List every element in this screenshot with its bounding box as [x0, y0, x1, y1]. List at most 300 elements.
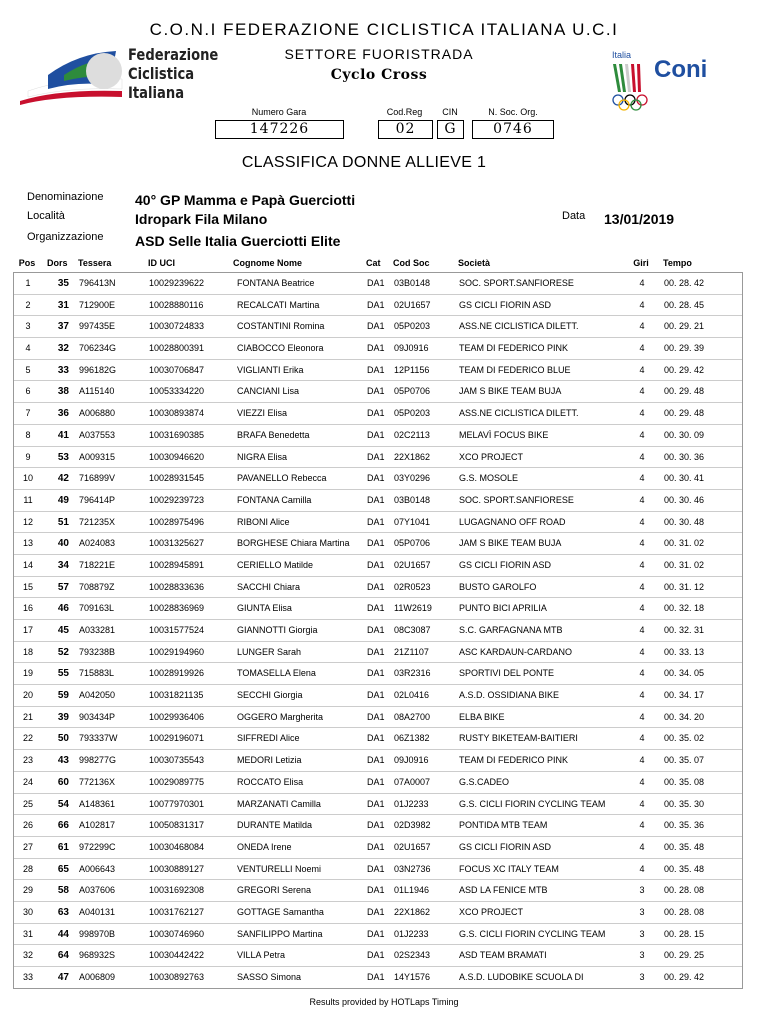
table-row — [14, 620, 742, 642]
cell-pos: 8 — [25, 429, 31, 440]
cell-pos: 22 — [22, 733, 33, 744]
table-row — [14, 273, 742, 295]
cell-cognome-nome: SIFFREDI Alice — [237, 733, 300, 744]
cell-cat: DA1 — [367, 494, 385, 505]
olympic-rings-icon — [612, 94, 648, 112]
cell-giri: 4 — [639, 299, 645, 310]
col-societa: Società — [458, 258, 491, 268]
cell-tessera: A006809 — [79, 972, 116, 982]
cell-dors: 53 — [57, 451, 69, 463]
cell-cognome-nome: VENTURELLI Noemi — [237, 863, 322, 874]
cell-cognome-nome: PAVANELLO Rebecca — [237, 473, 327, 484]
cell-giri: 4 — [639, 451, 645, 462]
cell-pos: 18 — [22, 646, 33, 657]
cell-cognome-nome: FONTANA Camilla — [237, 494, 312, 505]
cin-value: G — [437, 120, 464, 139]
cell-tempo: 00. 34. 05 — [664, 668, 705, 679]
cell-pos: 29 — [22, 885, 33, 896]
cell-cat: DA1 — [367, 516, 385, 527]
cell-cod-soc: 07A0007 — [394, 776, 431, 787]
cell-tempo: 00. 29. 39 — [664, 343, 705, 354]
cod-reg-value: 02 — [378, 120, 433, 139]
cell-cat: DA1 — [367, 950, 385, 961]
cell-tempo: 00. 35. 02 — [664, 733, 705, 744]
cell-cod-soc: 22X1862 — [394, 451, 431, 462]
cell-cat: DA1 — [367, 559, 385, 570]
cell-societa: XCO PROJECT — [459, 906, 524, 917]
cell-cat: DA1 — [367, 473, 385, 484]
cell-tessera: A037606 — [79, 885, 116, 896]
cell-giri: 4 — [639, 798, 645, 809]
cell-cod-soc: 12P1156 — [394, 364, 430, 375]
cell-dors: 57 — [57, 581, 69, 593]
cell-societa: TEAM DI FEDERICO PINK — [459, 755, 569, 766]
cell-cat: DA1 — [367, 776, 385, 787]
cell-cod-soc: 07Y1041 — [394, 516, 431, 527]
cell-cat: DA1 — [367, 625, 385, 635]
cell-giri: 4 — [639, 733, 645, 744]
cell-giri: 4 — [639, 711, 645, 722]
cell-cognome-nome: SECCHI Giorgia — [237, 690, 303, 701]
cell-giri: 4 — [639, 776, 645, 787]
cell-cognome-nome: ONEDA Irene — [237, 841, 292, 852]
cell-dors: 59 — [57, 690, 69, 702]
col-tessera: Tessera — [78, 258, 112, 268]
cell-dors: 36 — [57, 408, 69, 420]
cell-societa: TEAM DI FEDERICO BLUE — [459, 364, 571, 375]
cell-cat: DA1 — [367, 906, 385, 917]
cell-tessera: A006880 — [79, 408, 116, 419]
cell-cognome-nome: VIGLIANTI Erika — [237, 364, 304, 375]
coni-italia-text: Italia — [612, 50, 632, 60]
cell-dors: 33 — [57, 364, 69, 376]
cell-cod-soc: 05P0203 — [394, 408, 431, 419]
cell-cognome-nome: SASSO Simona — [237, 972, 302, 982]
cell-tempo: 00. 35. 08 — [664, 776, 705, 787]
cell-societa: ASC KARDAUN-CARDANO — [459, 646, 573, 657]
cell-tempo: 00. 29. 25 — [664, 950, 705, 961]
cell-id-uci: 10029196071 — [149, 733, 205, 744]
table-row — [14, 707, 742, 729]
cell-giri: 4 — [639, 494, 645, 505]
cell-tessera: 796413N — [79, 278, 116, 288]
cell-cat: DA1 — [367, 581, 385, 592]
cell-giri: 4 — [639, 581, 645, 592]
table-row — [14, 403, 742, 425]
cell-cat: DA1 — [367, 343, 385, 354]
col-cod-soc: Cod Soc — [393, 258, 430, 268]
localita-value: Idropark Fila Milano — [135, 211, 268, 227]
table-row — [14, 902, 742, 924]
cell-dors: 49 — [57, 494, 69, 506]
cell-cognome-nome: NIGRA Elisa — [237, 451, 288, 462]
cell-cod-soc: 02L0416 — [394, 690, 430, 701]
table-row — [14, 815, 742, 837]
cell-cod-soc: 02U1657 — [394, 299, 431, 310]
cell-id-uci: 10028931545 — [149, 473, 205, 484]
cell-cod-soc: 02R0523 — [394, 581, 431, 592]
col-giri: Giri — [633, 258, 649, 268]
cell-dors: 64 — [57, 950, 69, 962]
cell-id-uci: 10030746960 — [149, 928, 205, 939]
cell-cat: DA1 — [367, 364, 385, 375]
cell-pos: 2 — [25, 299, 31, 310]
cell-tempo: 00. 35. 07 — [664, 755, 705, 766]
cell-cognome-nome: DURANTE Matilda — [237, 820, 313, 831]
col-cat: Cat — [366, 258, 381, 268]
cell-dors: 31 — [57, 299, 69, 311]
cell-cognome-nome: RECALCATI Martina — [237, 299, 320, 310]
cell-tessera: 772136X — [79, 776, 116, 787]
cell-tessera: 793337W — [79, 733, 118, 744]
cell-cod-soc: 03B0148 — [394, 278, 431, 288]
cell-dors: 37 — [57, 321, 69, 333]
cell-cod-soc: 02C2113 — [394, 429, 430, 440]
cell-giri: 4 — [639, 863, 645, 874]
cell-tessera: A033281 — [79, 625, 116, 635]
cell-dors: 34 — [57, 559, 69, 571]
col-id-uci: ID UCI — [148, 258, 175, 268]
cell-cognome-nome: TOMASELLA Elena — [237, 668, 316, 679]
cell-cod-soc: 03B0148 — [394, 494, 431, 505]
cell-tempo: 00. 30. 09 — [664, 429, 705, 440]
cell-id-uci: 10030442422 — [149, 950, 205, 961]
table-row — [14, 360, 742, 382]
cell-tessera: 998277G — [79, 755, 117, 766]
table-header — [13, 256, 743, 272]
cell-tessera: 997435E — [79, 321, 116, 332]
cell-dors: 40 — [57, 538, 69, 550]
table-row — [14, 642, 742, 664]
cell-pos: 7 — [25, 408, 31, 419]
cell-cod-soc: 01L1946 — [394, 885, 430, 896]
cell-id-uci: 10028833636 — [149, 581, 205, 592]
cell-giri: 4 — [639, 820, 645, 831]
cell-cognome-nome: SACCHI Chiara — [237, 581, 301, 592]
cell-id-uci: 10029239622 — [149, 278, 205, 288]
cell-tessera: 996182G — [79, 364, 117, 375]
table-row — [14, 663, 742, 685]
cell-id-uci: 10030889127 — [149, 863, 205, 874]
cell-giri: 4 — [639, 690, 645, 701]
table-row — [14, 512, 742, 534]
cell-pos: 10 — [22, 473, 33, 484]
cell-cod-soc: 02D3982 — [394, 820, 431, 831]
cell-tessera: 972299C — [79, 841, 116, 852]
cell-tessera: 721235X — [79, 516, 116, 527]
cell-cognome-nome: RIBONI Alice — [237, 516, 290, 527]
cell-giri: 4 — [639, 538, 645, 549]
cell-tessera: 712900E — [79, 299, 116, 310]
cell-giri: 4 — [639, 408, 645, 419]
cell-societa: JAM S BIKE TEAM BUJA — [459, 538, 562, 549]
cell-id-uci: 10031762127 — [149, 906, 205, 917]
cell-pos: 28 — [22, 863, 33, 874]
cell-tessera: 709163L — [79, 603, 115, 614]
fci-logo — [18, 45, 219, 109]
cell-cod-soc: 05P0706 — [394, 538, 431, 549]
cell-societa: SOC. SPORT.SANFIORESE — [459, 278, 574, 288]
cell-tessera: 715883L — [79, 668, 115, 679]
cell-giri: 4 — [639, 559, 645, 570]
cell-tempo: 00. 31. 02 — [664, 559, 705, 570]
table-row — [14, 338, 742, 360]
cell-pos: 9 — [25, 451, 31, 462]
cell-tessera: 793238B — [79, 646, 116, 657]
footer: Results provided by HOTLaps Timing — [309, 997, 459, 1007]
cell-societa: GS CICLI FIORIN ASD — [459, 559, 552, 570]
cell-cat: DA1 — [367, 386, 385, 397]
cell-giri: 3 — [639, 950, 645, 961]
table-row — [14, 945, 742, 967]
cell-tessera: 716899V — [79, 473, 116, 484]
cell-cod-soc: 22X1862 — [394, 906, 431, 917]
cell-cod-soc: 08C3087 — [394, 625, 431, 635]
soc-org-label: N. Soc. Org. — [488, 107, 538, 117]
cell-cod-soc: 03N2736 — [394, 863, 431, 874]
cell-tempo: 00. 34. 17 — [664, 690, 705, 701]
results-table — [13, 256, 743, 989]
cell-cod-soc: 14Y1576 — [394, 972, 431, 982]
cell-cat: DA1 — [367, 841, 385, 852]
cell-dors: 32 — [57, 343, 69, 355]
cell-societa: TEAM DI FEDERICO PINK — [459, 343, 569, 354]
cell-id-uci: 10028800391 — [149, 343, 205, 354]
cell-pos: 17 — [22, 625, 33, 635]
cell-id-uci: 10031692308 — [149, 885, 205, 896]
cell-giri: 3 — [639, 972, 645, 982]
cell-giri: 4 — [639, 625, 645, 635]
page-title: CLASSIFICA DONNE ALLIEVE 1 — [241, 154, 487, 171]
cell-tempo: 00. 32. 18 — [664, 603, 705, 614]
cell-cognome-nome: VIEZZI Elisa — [237, 408, 288, 419]
cell-cognome-nome: FONTANA Beatrice — [237, 278, 315, 288]
cell-cat: DA1 — [367, 863, 385, 874]
cell-tempo: 00. 35. 48 — [664, 863, 705, 874]
cell-societa: ASD TEAM BRAMATI — [459, 950, 547, 961]
header-title: C.O.N.I FEDERAZIONE CICLISTICA ITALIANA U.C.I — [149, 20, 619, 39]
cell-dors: 55 — [57, 668, 69, 680]
cell-pos: 3 — [25, 321, 31, 332]
cell-dors: 61 — [57, 841, 69, 853]
data-label: Data — [562, 210, 586, 222]
data-value: 13/01/2019 — [604, 211, 675, 227]
cell-societa: G.S. CICLI FIORIN CYCLING TEAM — [459, 798, 606, 809]
cell-tempo: 00. 29. 42 — [664, 972, 705, 982]
coni-name-text: Coni — [654, 56, 708, 83]
cell-id-uci: 10030892763 — [149, 972, 205, 982]
cell-id-uci: 10028880116 — [149, 299, 204, 310]
table-row — [14, 577, 742, 599]
cell-cat: DA1 — [367, 321, 385, 332]
cell-tessera: A102817 — [79, 820, 116, 831]
denominazione-label: Denominazione — [27, 191, 104, 203]
cell-cat: DA1 — [367, 299, 385, 310]
cell-dors: 41 — [57, 429, 69, 441]
cell-pos: 13 — [22, 538, 33, 549]
cell-tempo: 00. 28. 15 — [664, 928, 705, 939]
table-row — [14, 837, 742, 859]
cell-dors: 54 — [57, 798, 69, 810]
table-row — [14, 772, 742, 794]
cell-cod-soc: 01J2233 — [394, 798, 429, 809]
cell-cat: DA1 — [367, 538, 385, 549]
cell-societa: G.S. MOSOLE — [459, 473, 519, 484]
cell-cognome-nome: OGGERO Margherita — [237, 711, 324, 722]
cell-tessera: A037553 — [79, 429, 116, 440]
cell-cod-soc: 03Y0296 — [394, 473, 431, 484]
cell-dors: 39 — [57, 711, 69, 723]
cell-pos: 31 — [22, 928, 33, 939]
cell-societa: MELAVÌ FOCUS BIKE — [459, 429, 549, 440]
cell-id-uci: 10077970301 — [149, 798, 205, 809]
cell-cat: DA1 — [367, 278, 385, 288]
cell-societa: XCO PROJECT — [459, 451, 524, 462]
table-row — [14, 295, 742, 317]
cell-cognome-nome: COSTANTINI Romina — [237, 321, 325, 332]
cell-cod-soc: 05P0706 — [394, 386, 431, 397]
cell-dors: 52 — [57, 646, 69, 658]
cell-tessera: A024083 — [79, 538, 116, 549]
cell-dors: 47 — [57, 972, 69, 983]
cell-pos: 1 — [25, 278, 31, 288]
cell-id-uci: 10031577524 — [149, 625, 205, 635]
cell-tessera: 998970B — [79, 928, 116, 939]
cell-cod-soc: 09J0916 — [394, 755, 429, 766]
cell-id-uci: 10030724833 — [149, 321, 205, 332]
cell-cat: DA1 — [367, 820, 385, 831]
cell-tempo: 00. 31. 02 — [664, 538, 705, 549]
cell-giri: 4 — [639, 841, 645, 852]
cell-societa: GS CICLI FIORIN ASD — [459, 299, 552, 310]
cell-id-uci: 10031821135 — [149, 690, 204, 701]
cell-cod-soc: 03R2316 — [394, 668, 431, 679]
cell-giri: 4 — [639, 321, 645, 332]
cell-id-uci: 10030735543 — [149, 755, 205, 766]
cell-cat: DA1 — [367, 451, 385, 462]
cell-id-uci: 10028975496 — [149, 516, 205, 527]
cell-pos: 16 — [22, 603, 33, 614]
cell-giri: 4 — [639, 386, 645, 397]
cell-societa: G.S.CADEO — [459, 776, 510, 787]
cell-cat: DA1 — [367, 885, 385, 896]
cell-pos: 32 — [22, 950, 33, 961]
coni-logo — [608, 48, 718, 114]
table-row — [14, 750, 742, 772]
cell-tempo: 00. 34. 20 — [664, 711, 705, 722]
fci-line-3: Italiana — [128, 83, 185, 102]
cell-id-uci: 10030706847 — [149, 364, 205, 375]
cell-cognome-nome: GOTTAGE Samantha — [237, 906, 324, 917]
coni-stripes-icon — [610, 60, 646, 94]
table-row — [14, 381, 742, 403]
cell-cod-soc: 01J2233 — [394, 928, 429, 939]
cell-societa: ASS.NE CICLISTICA DILETT. — [459, 321, 579, 332]
table-row — [14, 924, 742, 946]
cin-label: CIN — [442, 107, 458, 117]
cell-cat: DA1 — [367, 408, 385, 419]
cell-id-uci: 10030468084 — [149, 841, 205, 852]
cell-tempo: 00. 31. 12 — [664, 581, 705, 592]
cell-cat: DA1 — [367, 755, 385, 766]
table-row — [14, 447, 742, 469]
table-row — [14, 967, 742, 988]
cell-tessera: A006643 — [79, 863, 116, 874]
cell-dors: 58 — [57, 885, 69, 897]
cell-societa: ASS.NE CICLISTICA DILETT. — [459, 408, 579, 419]
cell-dors: 42 — [57, 473, 69, 485]
cell-giri: 4 — [639, 429, 645, 440]
cell-societa: PUNTO BICI APRILIA — [459, 603, 547, 614]
cell-cognome-nome: GIANNOTTI Giorgia — [237, 625, 318, 635]
cell-id-uci: 10028945891 — [149, 559, 205, 570]
cell-pos: 5 — [25, 364, 31, 375]
denominazione-value: 40° GP Mamma e Papà Guerciotti — [135, 192, 356, 208]
cell-tessera: A040131 — [79, 906, 116, 917]
cell-pos: 4 — [25, 343, 31, 354]
table-row — [14, 490, 742, 512]
cell-id-uci: 10053334220 — [149, 386, 205, 397]
cell-pos: 20 — [22, 690, 33, 701]
cell-dors: 63 — [57, 906, 69, 918]
cell-tempo: 00. 33. 13 — [664, 646, 705, 657]
cell-dors: 65 — [57, 863, 69, 875]
cell-tempo: 00. 28. 42 — [664, 278, 705, 288]
cell-societa: S.C. GARFAGNANA MTB — [459, 625, 563, 635]
cell-cod-soc: 05P0203 — [394, 321, 431, 332]
cell-id-uci: 10029089775 — [149, 776, 205, 787]
cell-giri: 4 — [639, 473, 645, 484]
cell-dors: 44 — [57, 928, 69, 940]
cell-cod-soc: 08A2700 — [394, 711, 431, 722]
cell-pos: 11 — [23, 494, 33, 505]
cell-cat: DA1 — [367, 928, 385, 939]
cell-pos: 6 — [25, 386, 31, 397]
cell-id-uci: 10029239723 — [149, 494, 205, 505]
cell-pos: 19 — [22, 668, 33, 679]
cell-cognome-nome: GIUNTA Elisa — [237, 603, 292, 614]
cell-tessera: A148361 — [79, 798, 116, 809]
table-row — [14, 880, 742, 902]
cell-cat: DA1 — [367, 733, 385, 744]
cell-cognome-nome: LUNGER Sarah — [237, 646, 302, 657]
table-row — [14, 685, 742, 707]
cell-cat: DA1 — [367, 646, 385, 657]
cell-cognome-nome: BORGHESE Chiara Martina — [237, 538, 350, 549]
organizzazione-value: ASD Selle Italia Guerciotti Elite — [135, 233, 341, 249]
cell-id-uci: 10031690385 — [149, 429, 205, 440]
cell-cognome-nome: VILLA Petra — [237, 950, 286, 961]
cell-tempo: 00. 28. 45 — [664, 299, 705, 310]
cell-cat: DA1 — [367, 429, 385, 440]
cell-societa: ASD LA FENICE MTB — [459, 885, 548, 896]
cell-dors: 45 — [57, 625, 69, 636]
cell-giri: 4 — [639, 646, 645, 657]
cell-tempo: 00. 35. 30 — [664, 798, 705, 809]
cell-id-uci: 10028836969 — [149, 603, 205, 614]
cell-dors: 38 — [57, 386, 69, 398]
cell-tempo: 00. 35. 36 — [664, 820, 705, 831]
table-row — [14, 468, 742, 490]
cell-tempo: 00. 30. 36 — [664, 451, 705, 462]
table-body — [13, 272, 743, 989]
cell-cod-soc: 06Z1382 — [394, 733, 430, 744]
cell-tempo: 00. 32. 31 — [664, 625, 705, 635]
cell-societa: RUSTY BIKETEAM-BAITIERI — [459, 733, 578, 744]
cell-giri: 4 — [639, 364, 645, 375]
cell-societa: PONTIDA MTB TEAM — [459, 820, 548, 831]
cell-tempo: 00. 29. 42 — [664, 364, 705, 375]
